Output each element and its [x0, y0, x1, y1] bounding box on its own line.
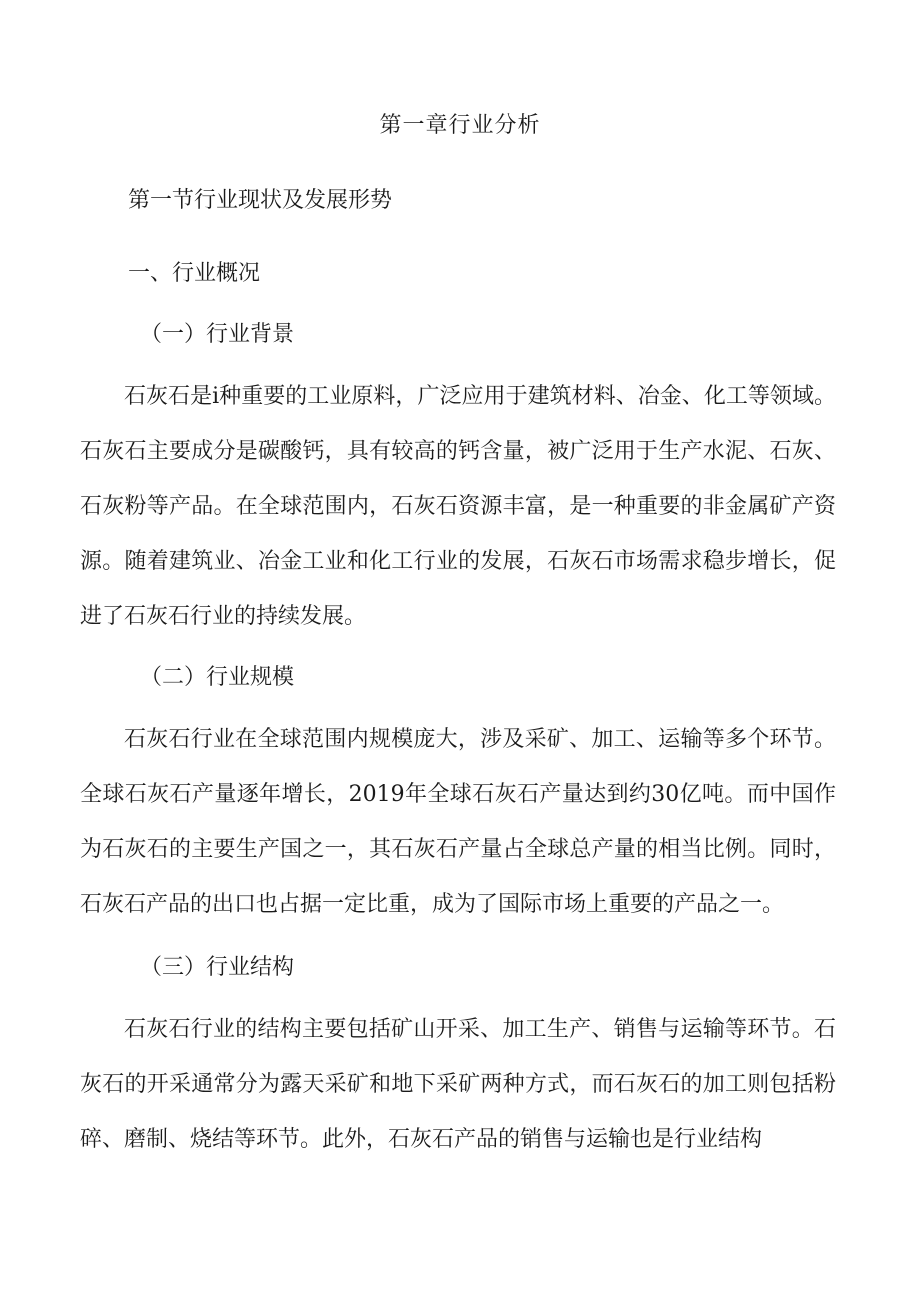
paragraph-background: 石灰石是i种重要的工业原料，广泛应用于建筑材料、冶金、化工等领域。石灰石主要成分是碳酸钙，具有较高的钙含量，被广泛用于生产水泥、石灰、石灰粉等产品。在全球范围内，石灰石资源丰富，是一种重要的非金属矿产资源。随着建筑业、冶金工业和化工行业的发展，石灰石市场需求稳步增长，促进了石灰石行业的持续发展。	[80, 384, 836, 629]
subsection-heading-scale: （二）行业规模	[140, 665, 295, 690]
subsection-heading-structure: （三）行业结构	[140, 955, 295, 980]
part-title: 一、行业概况	[128, 261, 261, 286]
section-title: 第一节行业现状及发展形势	[128, 188, 393, 213]
subsection-heading-background: （一）行业背景	[140, 322, 295, 347]
chapter-title: 第一章行业分析	[379, 113, 541, 138]
paragraph-structure: 石灰石行业的结构主要包括矿山开采、加工生产、销售与运输等环节。石灰石的开采通常分为露天采矿和地下采矿两种方式，而石灰石的加工则包括粉碎、磨制、烧结等环节。此外，石灰石产品的销售与运输也是行业结构	[80, 1017, 836, 1152]
paragraph-scale: 石灰石行业在全球范围内规模庞大，涉及采矿、加工、运输等多个环节。全球石灰石产量逐年增长，2019年全球石灰石产量达到约30亿吨。而中国作为石灰石的主要生产国之一，其石灰石产量占全球总产量的相当比例。同时，石灰石产品的出口也占据一定比重，成为了国际市场上重要的产品之一。	[80, 727, 836, 917]
